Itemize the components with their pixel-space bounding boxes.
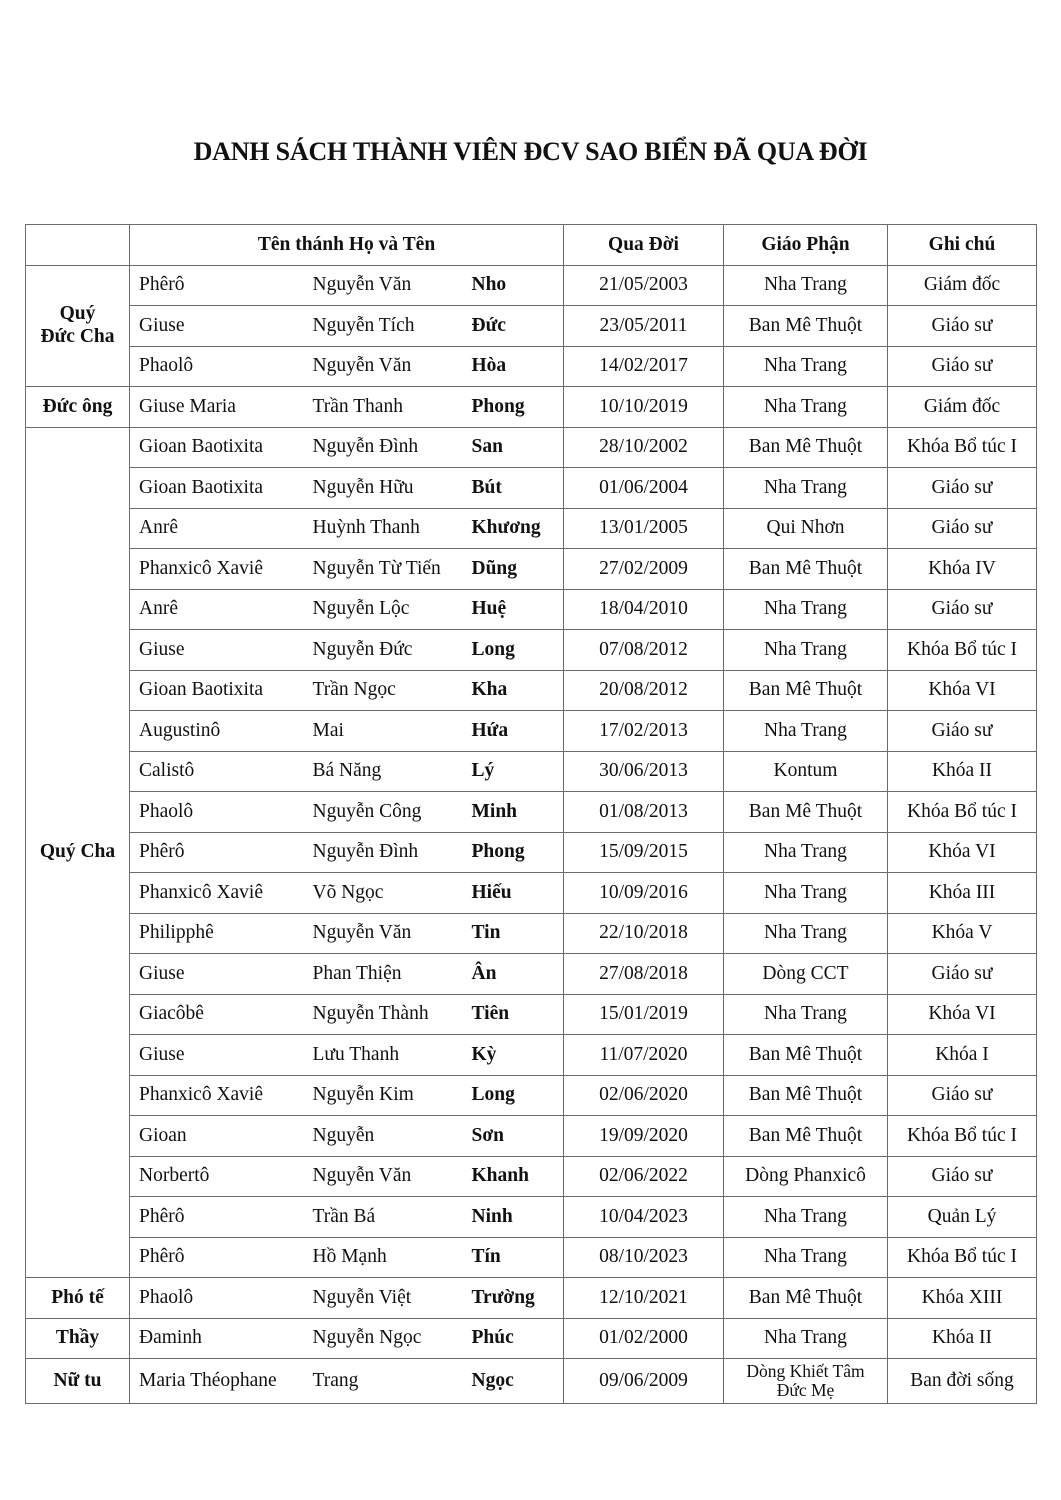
table-row [26,1156,1037,1197]
header-diocese: Giáo Phận [724,225,888,266]
saint-name-cell: Phêrô [130,1237,304,1278]
header-name: Tên thánh Họ và Tên [130,225,564,266]
saint-name-cell: Gioan [130,1116,304,1157]
given-name-cell: Sơn [464,1116,564,1157]
family-name-cell: Nguyễn Đình [304,427,464,468]
note-cell: Khóa Bổ túc I [888,1237,1037,1278]
header-death-date: Qua Đời [564,225,724,266]
diocese-cell: Nha Trang [724,711,888,752]
table-row [26,468,1037,509]
category-cell: Đức ông [26,387,130,428]
saint-name-cell: Phanxicô Xaviê [130,1075,304,1116]
saint-name-cell: Phanxicô Xaviê [130,873,304,914]
diocese-cell: Nha Trang [724,832,888,873]
category-label-line: Quý [59,303,96,325]
saint-name-cell: Giuse [130,1035,304,1076]
death-date-cell: 14/02/2017 [564,346,724,387]
given-name-cell: Huệ [464,589,564,630]
family-name-cell: Nguyễn Tích [304,306,464,347]
given-name-cell: Hứa [464,711,564,752]
diocese-cell: Nha Trang [724,913,888,954]
table-row [26,832,1037,873]
note-cell: Giáo sư [888,468,1037,509]
note-cell: Khóa II [888,751,1037,792]
death-date-cell: 17/02/2013 [564,711,724,752]
saint-name-cell: Giacôbê [130,994,304,1035]
family-name-cell: Nguyễn Ngọc [304,1318,464,1359]
death-date-cell: 01/08/2013 [564,792,724,833]
family-name-cell: Nguyễn Từ Tiến [304,549,464,590]
saint-name-cell: Giuse [130,306,304,347]
table-row [26,913,1037,954]
diocese-cell: Ban Mê Thuột [724,1075,888,1116]
given-name-cell: Dũng [464,549,564,590]
death-date-cell: 27/02/2009 [564,549,724,590]
given-name-cell: Phong [464,832,564,873]
note-cell: Giám đốc [888,265,1037,306]
diocese-cell: Nha Trang [724,1318,888,1359]
death-date-cell: 02/06/2020 [564,1075,724,1116]
given-name-cell: Trường [464,1278,564,1319]
saint-name-cell: Gioan Baotixita [130,427,304,468]
death-date-cell: 15/09/2015 [564,832,724,873]
given-name-cell: Long [464,1075,564,1116]
note-cell: Giáo sư [888,1156,1037,1197]
note-cell: Giáo sư [888,306,1037,347]
family-name-cell: Nguyễn Đức [304,630,464,671]
diocese-cell: Ban Mê Thuột [724,549,888,590]
note-cell: Khóa Bổ túc I [888,427,1037,468]
death-date-cell: 02/06/2022 [564,1156,724,1197]
note-cell: Khóa IV [888,549,1037,590]
death-date-cell: 13/01/2005 [564,508,724,549]
saint-name-cell: Maria Théophane [130,1359,304,1404]
table-row [26,549,1037,590]
table-body [26,265,1037,1404]
saint-name-cell: Phaolô [130,346,304,387]
diocese-cell: Nha Trang [724,1197,888,1238]
diocese-cell: Dòng Phanxicô [724,1156,888,1197]
family-name-cell: Trần Ngọc [304,670,464,711]
diocese-cell: Nha Trang [724,265,888,306]
diocese-cell: Ban Mê Thuột [724,670,888,711]
death-date-cell: 07/08/2012 [564,630,724,671]
saint-name-cell: Anrê [130,508,304,549]
death-date-cell: 23/05/2011 [564,306,724,347]
saint-name-cell: Giuse [130,954,304,995]
diocese-cell: Dòng Khiết Tâm Đức Mẹ [724,1359,888,1404]
diocese-cell: Ban Mê Thuột [724,1116,888,1157]
diocese-cell: Ban Mê Thuột [724,792,888,833]
family-name-cell: Nguyễn Đình [304,832,464,873]
note-cell: Khóa I [888,1035,1037,1076]
note-cell: Giáo sư [888,346,1037,387]
diocese-cell: Nha Trang [724,589,888,630]
note-cell: Khóa III [888,873,1037,914]
family-name-cell: Trần Thanh [304,387,464,428]
note-cell: Giáo sư [888,508,1037,549]
family-name-cell: Võ Ngọc [304,873,464,914]
table-row [26,1035,1037,1076]
table-row [26,427,1037,468]
saint-name-cell: Phaolô [130,792,304,833]
category-cell: Thầy [26,1318,130,1359]
death-date-cell: 30/06/2013 [564,751,724,792]
family-name-cell: Nguyễn Hữu [304,468,464,509]
given-name-cell: Phúc [464,1318,564,1359]
table-row [26,1278,1037,1319]
table-row [26,873,1037,914]
category-cell: Phó tế [26,1278,130,1319]
given-name-cell: Kha [464,670,564,711]
note-cell: Khóa V [888,913,1037,954]
saint-name-cell: Norbertô [130,1156,304,1197]
table-row [26,1075,1037,1116]
death-date-cell: 12/10/2021 [564,1278,724,1319]
family-name-cell: Hồ Mạnh [304,1237,464,1278]
family-name-cell: Mai [304,711,464,752]
note-cell: Giáo sư [888,589,1037,630]
note-cell: Giám đốc [888,387,1037,428]
given-name-cell: Phong [464,387,564,428]
saint-name-cell: Phaolô [130,1278,304,1319]
note-cell: Ban đời sống [888,1359,1037,1404]
note-cell: Quản Lý [888,1197,1037,1238]
table-row [26,792,1037,833]
death-date-cell: 11/07/2020 [564,1035,724,1076]
given-name-cell: Lý [464,751,564,792]
note-cell: Giáo sư [888,954,1037,995]
document-title: DANH SÁCH THÀNH VIÊN ĐCV SAO BIỂN ĐÃ QUA ĐỜI [193,137,868,166]
family-name-cell: Bá Năng [304,751,464,792]
diocese-cell: Nha Trang [724,1237,888,1278]
diocese-cell: Ban Mê Thuột [724,306,888,347]
header-category [26,225,130,266]
diocese-cell: Nha Trang [724,994,888,1035]
death-date-cell: 27/08/2018 [564,954,724,995]
saint-name-cell: Calistô [130,751,304,792]
table-row [26,711,1037,752]
saint-name-cell: Philipphê [130,913,304,954]
category-label-line: Đức Cha [40,325,115,347]
given-name-cell: Hòa [464,346,564,387]
given-name-cell: Khanh [464,1156,564,1197]
family-name-cell: Huỳnh Thanh [304,508,464,549]
table-row [26,387,1037,428]
family-name-cell: Lưu Thanh [304,1035,464,1076]
death-date-cell: 01/02/2000 [564,1318,724,1359]
family-name-cell: Phan Thiện [304,954,464,995]
given-name-cell: Đức [464,306,564,347]
header-note: Ghi chú [888,225,1037,266]
saint-name-cell: Phêrô [130,832,304,873]
table-row [26,994,1037,1035]
category-cell: Nữ tu [26,1359,130,1404]
death-date-cell: 10/09/2016 [564,873,724,914]
table-row [26,265,1037,306]
family-name-cell: Nguyễn [304,1116,464,1157]
table-row [26,630,1037,671]
diocese-cell: Kontum [724,751,888,792]
given-name-cell: Khương [464,508,564,549]
given-name-cell: Hiếu [464,873,564,914]
death-date-cell: 18/04/2010 [564,589,724,630]
death-date-cell: 08/10/2023 [564,1237,724,1278]
note-cell: Khóa XIII [888,1278,1037,1319]
death-date-cell: 28/10/2002 [564,427,724,468]
family-name-cell: Trang [304,1359,464,1404]
table-row [26,670,1037,711]
given-name-cell: Minh [464,792,564,833]
saint-name-cell: Gioan Baotixita [130,468,304,509]
saint-name-cell: Gioan Baotixita [130,670,304,711]
family-name-cell: Nguyễn Việt [304,1278,464,1319]
table-row [26,1197,1037,1238]
family-name-cell: Nguyễn Công [304,792,464,833]
death-date-cell: 20/08/2012 [564,670,724,711]
family-name-cell: Trần Bá [304,1197,464,1238]
saint-name-cell: Phêrô [130,265,304,306]
table-row [26,346,1037,387]
diocese-cell: Nha Trang [724,468,888,509]
given-name-cell: Ninh [464,1197,564,1238]
diocese-cell: Nha Trang [724,346,888,387]
note-cell: Khóa VI [888,832,1037,873]
diocese-cell: Ban Mê Thuột [724,427,888,468]
diocese-cell: Nha Trang [724,873,888,914]
family-name-cell: Nguyễn Văn [304,346,464,387]
note-cell: Khóa II [888,1318,1037,1359]
given-name-cell: Nho [464,265,564,306]
family-name-cell: Nguyễn Văn [304,265,464,306]
diocese-cell: Qui Nhơn [724,508,888,549]
note-cell: Giáo sư [888,711,1037,752]
saint-name-cell: Đaminh [130,1318,304,1359]
given-name-cell: San [464,427,564,468]
category-cell: Quý Cha [26,427,130,1278]
death-date-cell: 15/01/2019 [564,994,724,1035]
death-date-cell: 21/05/2003 [564,265,724,306]
category-cell [26,265,130,387]
diocese-cell: Dòng CCT [724,954,888,995]
note-cell: Khóa Bổ túc I [888,630,1037,671]
family-name-cell: Nguyễn Kim [304,1075,464,1116]
table-row [26,1359,1037,1404]
death-date-cell: 22/10/2018 [564,913,724,954]
saint-name-cell: Giuse Maria [130,387,304,428]
note-cell: Khóa Bổ túc I [888,1116,1037,1157]
table-row [26,306,1037,347]
family-name-cell: Nguyễn Thành [304,994,464,1035]
given-name-cell: Tiên [464,994,564,1035]
saint-name-cell: Phêrô [130,1197,304,1238]
table-row [26,508,1037,549]
saint-name-cell: Anrê [130,589,304,630]
given-name-cell: Bút [464,468,564,509]
table-header-row [26,225,1037,266]
table-row [26,1116,1037,1157]
note-cell: Khóa Bổ túc I [888,792,1037,833]
death-date-cell: 10/10/2019 [564,387,724,428]
note-cell: Khóa VI [888,994,1037,1035]
death-date-cell: 10/04/2023 [564,1197,724,1238]
table-row [26,751,1037,792]
given-name-cell: Tín [464,1237,564,1278]
note-cell: Giáo sư [888,1075,1037,1116]
saint-name-cell: Augustinô [130,711,304,752]
given-name-cell: Ân [464,954,564,995]
family-name-cell: Nguyễn Văn [304,1156,464,1197]
saint-name-cell: Phanxicô Xaviê [130,549,304,590]
table-row [26,1318,1037,1359]
death-date-cell: 01/06/2004 [564,468,724,509]
given-name-cell: Kỳ [464,1035,564,1076]
note-cell: Khóa VI [888,670,1037,711]
death-date-cell: 19/09/2020 [564,1116,724,1157]
given-name-cell: Ngọc [464,1359,564,1404]
family-name-cell: Nguyễn Lộc [304,589,464,630]
table-row [26,589,1037,630]
given-name-cell: Tin [464,913,564,954]
diocese-cell: Ban Mê Thuột [724,1278,888,1319]
diocese-cell: Ban Mê Thuột [724,1035,888,1076]
diocese-cell: Nha Trang [724,630,888,671]
diocese-cell: Nha Trang [724,387,888,428]
death-date-cell: 09/06/2009 [564,1359,724,1404]
family-name-cell: Nguyễn Văn [304,913,464,954]
deceased-members-table [25,224,1037,1404]
table-row [26,1237,1037,1278]
saint-name-cell: Giuse [130,630,304,671]
given-name-cell: Long [464,630,564,671]
table-row [26,954,1037,995]
